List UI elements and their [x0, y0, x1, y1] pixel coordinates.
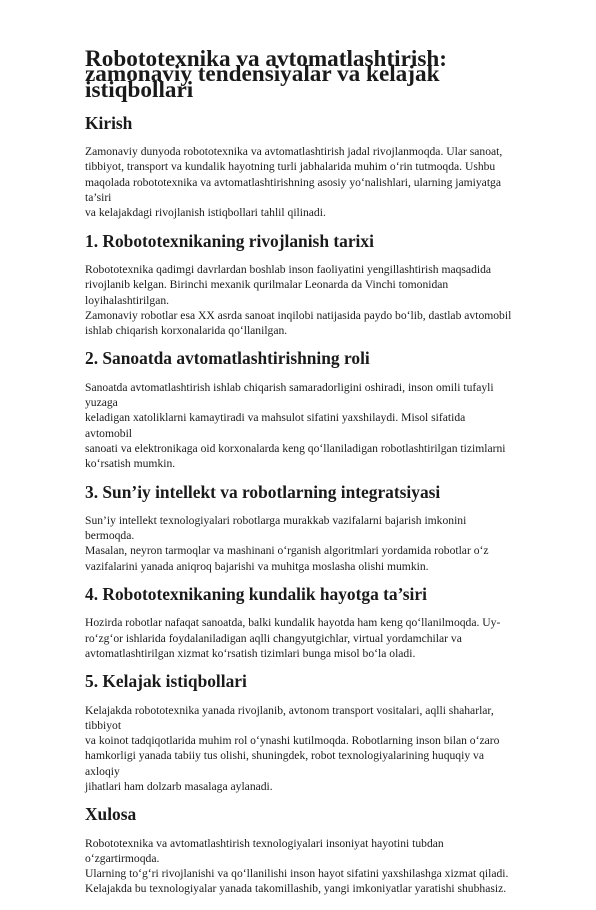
section-heading-history: 1. Robototexnikaning rivojlanish tarixi: [85, 230, 374, 251]
section-heading-daily-life: 4. Robototexnikaning kundalik hayotga ta’siri: [85, 584, 427, 605]
section-heading-future: 5. Kelajak istiqbollari: [85, 671, 247, 692]
section-heading-industry: 2. Sanoatda avtomatlashtirishning roli: [85, 348, 370, 369]
document-page: [85, 46, 515, 910]
section-paragraph-kirish: Zamonaviy dunyoda robototexnika va avtomatlashtirish jadal rivojlanmoqda. Ular sanoat, tibbiyot, transport va kundalik hayotning turli jabhalarida muhim o‘rin tutmoqda. Ushbu maqolada robototexnika va avtomatlashtirishning asosiy yo‘nalishlari, ularning jamiyatga ta’siri va kelajakdagi rivojlanish istiqbollari tahlil qilinadi.: [85, 145, 503, 220]
section-paragraph-conclusion: Robototexnika va avtomatlashtirish texnologiyalari insoniyat hayotini tubdan o‘zgartirmoqda. Ularning to‘g‘ri rivojlanishi va qo‘llanilishi inson hayot sifatini yaxshilashga xizmat qiladi. Kelajakda bu texnologiyalar yanada takomillashib, yangi imkoniyatlar yaratishi shubhasiz.: [85, 836, 509, 896]
section-paragraph-history: Robototexnika qadimgi davrlardan boshlab inson faoliyatini yengillashtirish maqsadida rivojlanib kelgan. Birinchi mexanik qurilmalar Leonarda da Vinchi tomonidan loyihalashtirilgan. Zamonaviy robotlar esa XX asrda sanoat inqilobi natijasida paydo bo‘lib, dastlab avtomobil ishlab chiqarish korxonalarida qo‘llanilgan.: [85, 262, 512, 338]
section-heading-conclusion: Xulosa: [85, 804, 137, 825]
section-paragraph-industry: Sanoatda avtomatlashtirish ishlab chiqarish samaradorligini oshiradi, inson omili tufayli yuzaga keladigan xatoliklarni kamaytiradi va mahsulot sifatini yaxshilaydi. Misol sifatida avtomobil sanoati va elektronikaga oid korxonalarda keng qo‘llaniladigan robotlashtirilgan tizimlarni ko‘rsatish mumkin.: [85, 380, 506, 471]
document-title: Robototexnika va avtomatlashtirish: zamonaviy tendensiyalar va kelajak istiqbollari: [85, 46, 447, 103]
section-paragraph-daily-life: Hozirda robotlar nafaqat sanoatda, balki kundalik hayotda ham keng qo‘llanilmoqda. Uy- ro‘zg‘or ishlarida foydalaniladigan aqlli changyutgichlar, virtual yordamchilar va avtomatlashtirilgan xizmat ko‘rsatish tizimlari bunga misol bo‘la oladi.: [85, 616, 501, 660]
section-paragraph-future: Kelajakda robototexnika yanada rivojlanib, avtonom transport vositalari, aqlli shaharlar, tibbiyot va koinot tadqiqotlarida muhim rol o‘ynashi kutilmoqda. Robotlarning inson bilan o‘zaro hamkorligi yanada tabiiy tus olishi, shuningdek, robot texnologiyalarining huquqiy va axloqiy jihatlari ham dolzarb masalaga aylanadi.: [85, 703, 500, 793]
section-heading-ai: 3. Sun’iy intellekt va robotlarning integratsiyasi: [85, 481, 441, 502]
section-paragraph-ai: Sun’iy intellekt texnologiyalari robotlarga murakkab vazifalarni bajarish imkonini bermoqda. Masalan, neyron tarmoqlar va mashinani o‘rganish algoritmlari yordamida robotlar o‘z vazifalarini yanada aniqroq bajarishi va muhitga moslasha olishi mumkin.: [85, 513, 489, 573]
section-heading-kirish: Kirish: [85, 112, 133, 133]
